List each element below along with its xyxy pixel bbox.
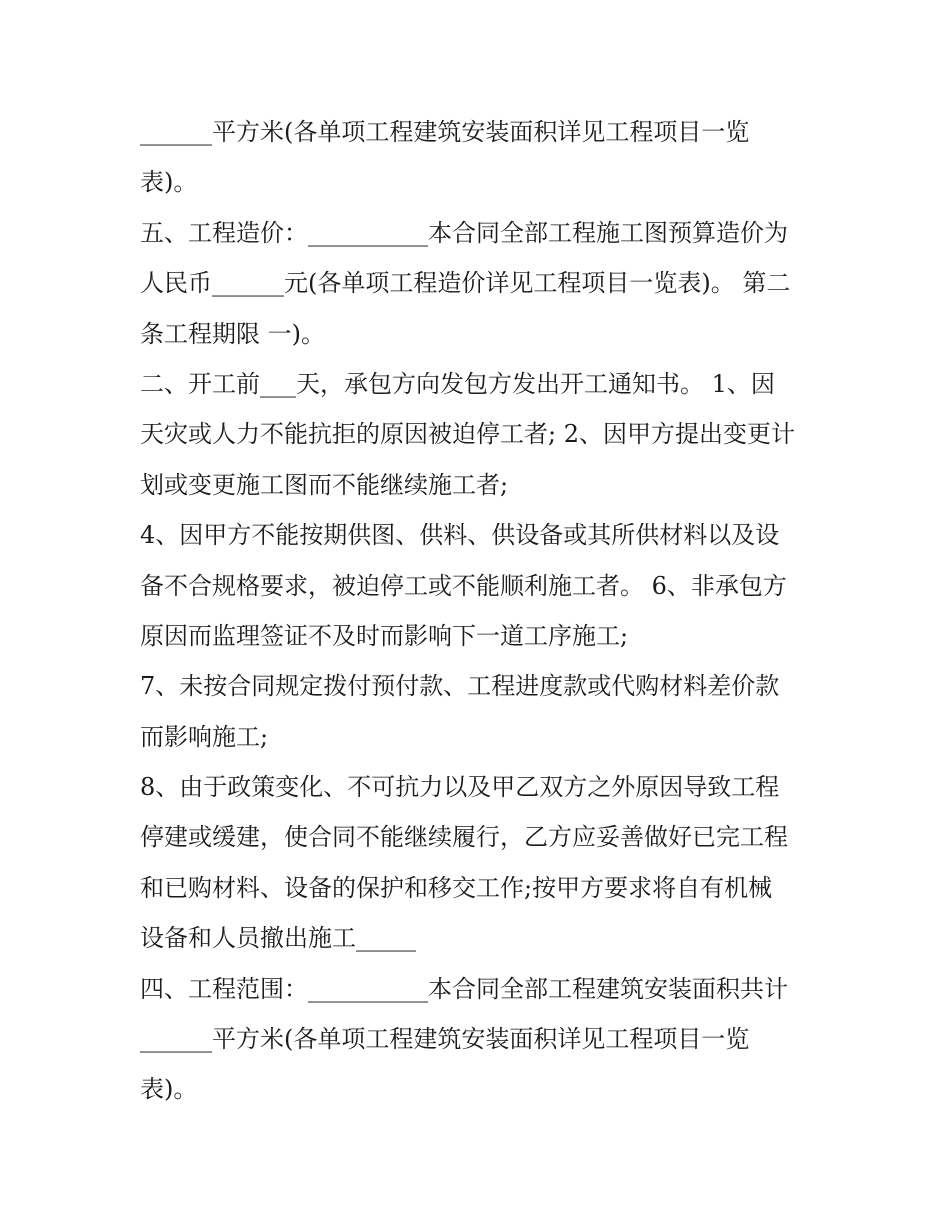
text-line: 天灾或人力不能抗拒的原因被迫停工者; 2、因甲方提出变更计: [140, 420, 795, 449]
text-line: 五、工程造价：__________本合同全部工程施工图预算造价为: [140, 218, 788, 247]
text-line: 表)。: [140, 1075, 198, 1104]
text-line: 表)。: [140, 168, 198, 197]
document-body: [140, 107, 820, 1115]
text-line: 划或变更施工图而不能继续施工者;: [140, 470, 509, 499]
text-line: 备不合规格要求，被迫停工或不能顺利施工者。 6、非承包方: [140, 571, 787, 600]
text-line: 和已购材料、设备的保护和移交工作;按甲方要求将自有机械: [140, 873, 773, 902]
text-line: 人民币______元(各单项工程造价详见工程项目一览表)。 第二: [140, 269, 791, 298]
text-line: 四、工程范围：__________本合同全部工程建筑安装面积共计: [140, 974, 788, 1003]
text-line: ______平方米(各单项工程建筑安装面积详见工程项目一览: [140, 1025, 750, 1054]
text-line: ______平方米(各单项工程建筑安装面积详见工程项目一览: [140, 118, 750, 146]
text-line: 原因而监理签证不及时而影响下一道工序施工;: [140, 621, 629, 650]
text-line: 而影响施工;: [140, 722, 269, 751]
text-line: 设备和人员撤出施工_____: [140, 924, 416, 953]
text-line: 二、开工前___天，承包方向发包方发出开工通知书。 1、因: [140, 369, 775, 398]
text-line: 4、因甲方不能按期供图、供料、供设备或其所供材料以及设: [140, 521, 780, 550]
text-line: 停建或缓建，使合同不能继续履行，乙方应妥善做好已完工程: [140, 823, 788, 852]
text-line: 8、由于政策变化、不可抗力以及甲乙双方之外原因导致工程: [140, 773, 780, 802]
text-line: 7、未按合同规定拨付预付款、工程进度款或代购材料差价款: [140, 672, 780, 701]
text-line: 条工程期限 一)。: [140, 319, 325, 348]
